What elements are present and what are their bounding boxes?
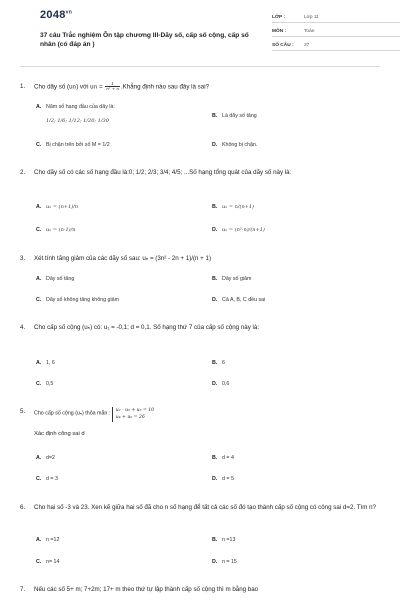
answer-option-d[interactable]: D. n = 15 [212,559,237,565]
site-logo[interactable]: $2048^{vn}$ [40,9,73,21]
answer-option-b[interactable]: B. 6 [212,360,225,366]
question-5: 5. Cho cấp số cộng (uₙ) thỏa mãn : u₂ - u₃ + u₅ = 10 u₄ + u₆ = 26 [20,408,155,421]
question-1: 1. Cho dãy số (un) với un = $\frac{1}{\text{n² + n}}$ .Khẳng định nào sau đây là sai? [20,82,382,92]
answer-option-a[interactable]: A. 1, 6 [36,360,55,366]
answer-option-a[interactable]: A. Năm số hạng đầu của dãy là: [36,104,115,110]
answer-option-c[interactable]: C. uₙ = (n-1)/n [36,227,76,233]
fraction: $\frac{1}{\text{n² + n}}$ [106,81,119,92]
answer-option-d[interactable]: D. 0,6 [212,381,230,387]
answer-option-b[interactable]: B. Là dãy số tăng [212,113,257,119]
answer-option-d[interactable]: D. Không bị chặn. [212,142,258,148]
answer-option-c[interactable]: C. 0,5 [36,381,54,387]
answer-option-a[interactable]: A. d=2 [36,455,55,461]
answer-option-b[interactable]: B. Dãy số giảm [212,276,252,282]
question-6: 6. Cho hai số -3 và 23. Xen kẽ giữa hai số đã cho n số hạng để tất cả các số đó tạo thành cấp số cộng có công sai d=2. Tìm n? [20,504,376,511]
meta-question-count: SỐ CÂU : 37 [272,40,400,51]
question-7: 7. Nếu các số 5+ m; 7+2m; 17+ m theo thứ tự lập thành cấp số cộng thì m bằng bao [20,586,259,593]
answer-option-c[interactable]: C. n= 14 [36,559,60,565]
answer-option-b[interactable]: B. uₙ = n/(n+1) [212,204,255,210]
question-text: Cho dãy số (un) với un = $\frac{1}{\text{n² + n}}$ .Khẳng định nào sau đây là sai? [34,81,210,92]
answer-option-d[interactable]: D. d = 5 [212,476,234,482]
answer-option-b[interactable]: B. d = 4 [212,455,234,461]
header-divider [20,66,380,67]
question-4: 4. Cho cấp số cộng (uₙ) có: u₁ = -0,1; d = 0,1. Số hạng thứ 7 của cấp số cộng này là: [20,324,260,331]
page-header [20,0,380,64]
answer-option-a[interactable]: A. n =12 [36,537,60,543]
equation-system: u₂ - u₃ + u₅ = 10 u₄ + u₆ = 26 [112,407,154,422]
document-meta [272,12,400,54]
meta-subject: MÔN : Toán [272,26,400,37]
answer-option-a[interactable]: A. Dãy số tăng [36,276,75,282]
answer-option-c[interactable]: C. Bị chặn trên bởi số M = 1/2 [36,142,110,148]
answer-option-c[interactable]: C. Dãy số không tăng không giảm [36,297,120,303]
answer-option-a[interactable]: A. uₙ = (n+1)/n [36,204,79,210]
document-title: 37 câu Trắc nghiệm Ôn tập chương III-Dãy số, cấp số cộng, cấp số nhân (có đáp án ) [40,32,249,49]
answer-option-b[interactable]: B. n =13 [212,537,236,543]
answer-option-c[interactable]: C. d = 3 [36,476,58,482]
question-5-prompt: Xác định công sai d [34,431,85,437]
answer-option-d[interactable]: D. Cả A, B, C đều sai [212,297,266,303]
question-2: 2. Cho dãy số có các số hạng đầu là:0; 1/2; 2/3; 3/4; 4/5; ...Số hạng tổng quát của dãy số này là: [20,169,292,176]
answer-option-d[interactable]: D. uₙ = (n²-n)/(n+1) [212,227,265,233]
meta-class: LỚP : Lớp 11 [272,12,400,23]
answer-option-a-sequence: 1/2; 1/6; 1/12; 1/20; 1/30 [46,118,109,124]
question-3: 3. Xét tính tăng giảm của các dãy số sau: uₙ = (3n² - 2n + 1)/(n + 1) [20,255,212,262]
